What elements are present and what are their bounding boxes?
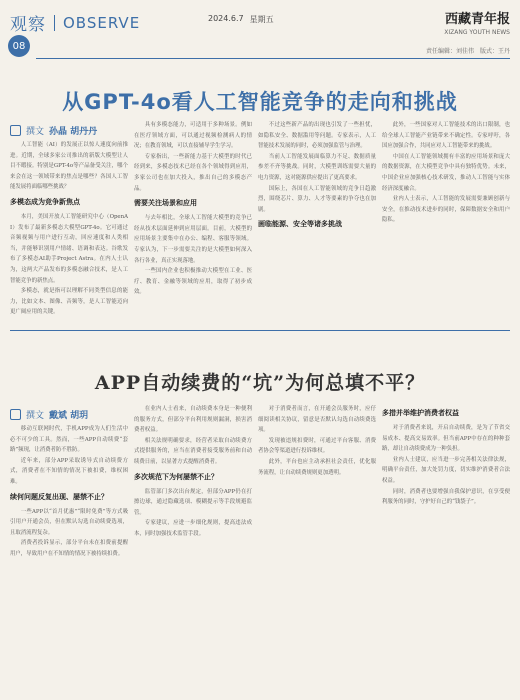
paragraph: 消费者投诉显示，部分平台未在扣费前提醒用户，导致用户在不知情的情况下被持续扣费。 xyxy=(10,540,128,557)
page-number-badge: 08 xyxy=(8,35,30,57)
paragraph: 国际上，各国在人工智能领域的竞争日趋激烈，围绕芯片、算力、人才等要素的争夺也在加剧。 xyxy=(258,185,376,213)
article2-subhead-3: 多措并举维护消费者权益 xyxy=(382,409,459,417)
paragraph: 相关法规明确要求，经营者采取自动续费方式提供服务的，应当在消费者接受服务前和自动续费日前，以显著方式提醒消费者。 xyxy=(134,437,252,465)
paragraph: 多模态，就是指可以理解不同类型信息的能力，比如文本、图像、音频等，是人工智能迈向更广阔应用的关键。 xyxy=(10,288,128,316)
article2-subhead-2: 多次规范下为何屡禁不止？ xyxy=(134,472,218,481)
paragraph: 近年来，部分APP采取诱导式自动续费方式，消费者在不知情的情况下被扣费，维权困难。 xyxy=(10,457,128,485)
paragraph: 中国在人工智能领域拥有丰富的应用场景和庞大的数据资源，在大模型竞争中具有独特优势。未来，中国企业应加强核心技术研发，推动人工智能与实体经济深度融合。 xyxy=(382,153,510,192)
article2-column-2 xyxy=(134,404,252,694)
newspaper-brand xyxy=(444,8,510,36)
article1-column-1 xyxy=(10,140,128,325)
paragraph: 一些国内企业也积极推动大模型在工业、医疗、教育、金融等领域的应用，取得了初步成效。 xyxy=(134,268,252,296)
paragraph: 专家指出，一些新能力基于大模型的时代已经到来，多模态技术已经在各个领域得到应用，多家公司也在加大投入，推出自己的多模态产品。 xyxy=(134,153,252,192)
section-title-cn: 观察 xyxy=(10,15,46,35)
paragraph: 对于消费者而言，在开通会员服务时，应仔细阅读相关协议，留意是否默认勾选自动续费选项。 xyxy=(258,406,376,434)
weekday-text: 星期五 xyxy=(249,15,274,24)
paragraph: 移动互联网时代，手机APP成为人们生活中必不可少的工具。然而，一些APP自动续费“套路”频现，让消费者防不胜防。 xyxy=(10,426,128,454)
article-divider xyxy=(10,330,510,331)
brand-title: 西藏青年报 xyxy=(444,12,510,27)
byline-label: 撰文 xyxy=(26,411,45,421)
article2-headline: APP自动续费的“坑”为何总填不平？ xyxy=(94,372,426,394)
paragraph: 当前人工智能发展面临算力不足、数据质量参差不齐等挑战。同时，大模型训练需要大量的电力资源，这对能源供应提出了更高要求。 xyxy=(258,153,376,181)
article1-column-4 xyxy=(382,120,510,325)
byline-label: 撰文 xyxy=(26,127,45,137)
article2-column-3 xyxy=(258,404,376,694)
page-header xyxy=(0,0,520,62)
article2-column-1 xyxy=(10,424,128,694)
brand-subtitle: XIZANG YOUTH NEWS xyxy=(444,29,510,36)
paragraph: 此外，平台也应主动承担社会责任，优化服务流程，让自动续费规则更加透明。 xyxy=(258,458,376,476)
paragraph: 人工智能（AI）的发展正以惊人速度向前推进。近期，全球多家公司推出的新版大模型让人目不暇接。特别是GPT-4o等产品备受关注，哪个来会在这一领域带来的焦点是哪些？各国人工智能发展将面临哪些挑战？ xyxy=(10,142,128,191)
paragraph: 不过这些新产品的出现也引发了一些担忧，如隐私安全、数据滥用等问题。专家表示，人工智能技术发展的同时，必须加强监管与治理。 xyxy=(258,122,376,150)
section-title-en: OBSERVE xyxy=(63,13,141,32)
article1-author: 孙晶 胡丹丹 xyxy=(49,127,98,137)
article1-subhead-1: 多模态成为竞争新焦点 xyxy=(10,197,80,206)
paragraph: 一些APP以“首月优惠”“限时免费”等方式吸引用户开通会员，但在默认勾选自动续费选项，且取消流程复杂。 xyxy=(10,508,128,536)
paragraph: 具有多模态能力，可适用于多种场景。例如在医疗领域方面，可以通过视频检测病人的情况；在教育领域，可以直接辅导学生学习。 xyxy=(134,122,252,150)
section-separator xyxy=(54,15,55,31)
pen-icon xyxy=(10,409,21,420)
paragraph: 此外，一些国家对人工智能技术的出口限制，也给全球人工智能产业链带来不确定性。专家呼吁，各国应加强合作，共同应对人工智能带来的挑战。 xyxy=(382,122,510,150)
article1-byline xyxy=(10,124,97,137)
paragraph: 与去年相比，全球人工智能大模型的竞争已经从技术层面延伸到应用层面。目前，大模型的应用场景主要集中在办公、编程、客服等领域。专家认为，下一步需要关注的是大模型如何深入各行各业，真正实现落地。 xyxy=(134,215,252,264)
article1-subhead-2: 需要关注场景和应用 xyxy=(134,199,197,208)
pen-icon xyxy=(10,125,21,136)
paragraph: 对于消费者来说，开启自动续费，是为了节省交易成本、提高交易效率。但当前APP中存在的种种套路，却让自动续费成为一种负担。 xyxy=(382,425,510,453)
paragraph: 业内人士建议，应当进一步完善相关法律法规，明确平台责任，加大处罚力度，切实维护消费者合法权益。 xyxy=(382,456,510,484)
paragraph: 发现被违规扣费时，可通过平台客服、消费者协会等渠道进行投诉维权。 xyxy=(258,437,376,455)
article2-byline xyxy=(10,408,88,421)
date-text: 2024.6.7 xyxy=(208,14,244,23)
editor-credits: 责任编辑：刘佳伟 版式：王丹 xyxy=(425,48,510,55)
header-rule xyxy=(36,58,510,59)
issue-date xyxy=(208,14,274,25)
paragraph: 本月，美国开放人工智能研究中心（OpenAI）发布了最新多模态大模型GPT-4o。它可通过音频视频与用户进行互动，回应速度和人类相当，并能够识别用户情绪、语调和表达。谷歌发布了多模态AI助手Project Astra。在内人士认为，这两大产品发布的多模态融合技术，是人工智能竞争的新焦点。 xyxy=(10,213,128,284)
article1-subhead-3: 画临能源、安全等诸多挑战 xyxy=(258,220,342,229)
article2-column-4 xyxy=(382,404,510,694)
article1-headline: 从GPT-4o看人工智能竞争的走向和挑战 xyxy=(62,90,458,114)
section-title xyxy=(10,10,140,35)
paragraph: 监管部门多次出台规定，但部分APP仍在打擦边球，通过隐藏选项、模糊提示等手段规避监管。 xyxy=(134,488,252,516)
paragraph: 同时，消费者也要增强自我保护意识，在享受便利服务的同时，守护好自己的“钱袋子”。 xyxy=(382,488,510,506)
paragraph: 在业内人士看来，自动续费本身是一种便利的服务方式，但部分平台利用规则漏洞，损害消费者权益。 xyxy=(134,406,252,434)
paragraph: 业内人士表示，人工智能的发展需要兼顾创新与安全，在推动技术进步的同时，保障数据安全和用户隐私。 xyxy=(382,196,510,224)
article2-subhead-1: 续何问题反复出现、屡禁不止？ xyxy=(10,492,108,501)
article1-column-3 xyxy=(258,120,376,325)
article1-column-2 xyxy=(134,120,252,325)
paragraph: 专家建议，应进一步细化规则，提高违法成本，同时加强技术监管手段。 xyxy=(134,520,252,537)
article2-author: 戴斌 胡玥 xyxy=(49,411,89,421)
